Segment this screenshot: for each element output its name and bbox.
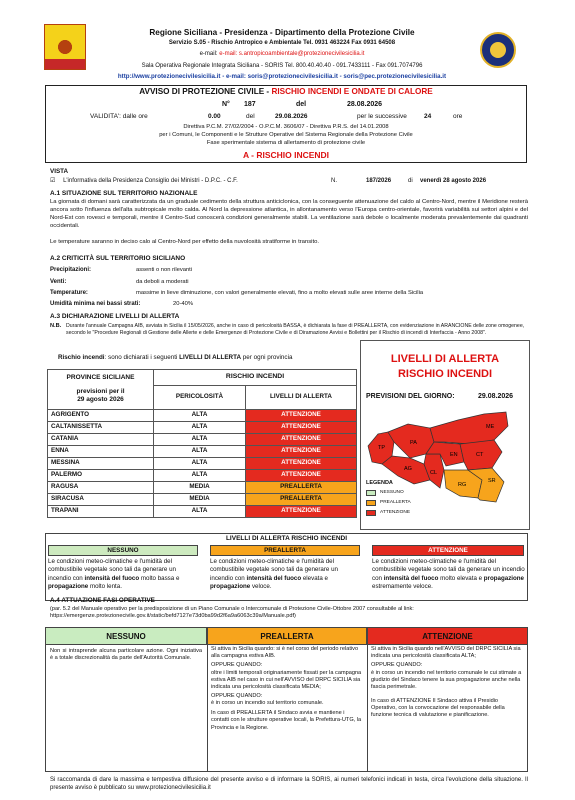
a3-nb-text: Durante l'annuale Campagna AIB, avviata in Sicilia il 15/05/2026, anche in caso di pericolosità BASSA, è dichiarata la fase di PREALLERTA, con evidenziazione in ARANCIONE delle zone omogenee, secondo le "Procedure Regionali di Gestione delle Allerte e delle Emergenze di Protezione Civile e di Diramazione Avvisi e Bollettini per il Rischio di incendi di Interfaccia - Anno 2008". <box>66 323 525 336</box>
phase-header-nessuno: NESSUNO <box>45 627 207 645</box>
a1-text-2: Le temperature saranno in deciso calo al Centro-Nord per effetto della nuvolosità stratiforme in transito. <box>50 239 320 245</box>
rischio-incendi-header: RISCHIO INCENDI <box>154 370 357 386</box>
header-links[interactable]: http://www.protezionecivilesicilia.it - e-mail: soris@protezionecivilesicilia.it - soris@pec.protezionecivilesicilia.it <box>117 73 447 80</box>
table-row <box>48 494 357 506</box>
livello-allerta-value: ATTENZIONE <box>246 410 357 422</box>
table-row <box>48 422 357 434</box>
avviso-number: 187 <box>244 101 256 108</box>
vista-text: L'informativa della Presidenza Consiglio dei Ministri - D.P.C. - C.F. <box>63 178 238 184</box>
province-table: PROVINCE SICILIANE previsioni per il 29 agosto 2026 RISCHIO INCENDI PERICOLOSITÀ LIVELLI DI ALLERTA AGRIGENTO ALTA ATTENZIONE CALTANISSETTA ALTA ATTENZIONE CATANIA ALTA ATTENZIONE ENNA ALTA ATTENZIONE MESSINA ALTA ATTENZIONE PALERMO ALTA ATTENZIONE RAGUSA MEDIA PREALLERTA SIRACUSA MEDIA PREALLERTA TRAPANI ALTA ATTENZIONE <box>47 369 357 518</box>
map-label-sr: SR <box>488 478 496 484</box>
preallerta-description: Le condizioni meteo-climatiche e l'umidità del combustibile vegetale sono tali da generare un incendio con intensità del fuoco elevata e propagazione veloce. <box>210 558 338 591</box>
pericolosita-value: ALTA <box>154 506 246 518</box>
section-a-title: A - RISCHIO INCENDI <box>242 150 330 160</box>
province-name: CALTANISSETTA <box>48 422 154 434</box>
province-name: AGRIGENTO <box>48 410 154 422</box>
checkbox-icon: ☑ <box>50 178 56 184</box>
table-row <box>48 506 357 518</box>
sicily-map <box>364 404 528 504</box>
header-soris: Sala Operativa Regionale Integrata Siciliana - SORIS Tel. 800.40.40.40 - 091.7433111 - Fax 091.7074796 <box>141 63 423 69</box>
phase-header-preallerta: PREALLERTA <box>207 627 367 645</box>
protezione-civile-logo <box>480 32 516 68</box>
livello-allerta-value: PREALLERTA <box>246 494 357 506</box>
sicilia-logo <box>44 24 86 70</box>
map-label-rg: RG <box>458 482 467 488</box>
a4-title: A.4 ATTUAZIONE FASI OPERATIVE <box>50 597 155 604</box>
livello-allerta-value: ATTENZIONE <box>246 470 357 482</box>
map-label-ct: CT <box>476 452 484 458</box>
map-label-me: ME <box>486 424 495 430</box>
map-label-tp: TP <box>378 445 386 451</box>
trinacria-icon <box>51 33 79 61</box>
directive-2: per i Comuni, le Componenti e le Strutture Operative del Sistema Regionale della Protezione Civile <box>159 132 413 138</box>
map-title-2: RISCHIO INCENDI <box>397 368 493 380</box>
levels-box-title: LIVELLI DI ALLERTA RISCHIO INCENDI <box>225 535 348 542</box>
livello-allerta-value: ATTENZIONE <box>246 506 357 518</box>
table-row <box>48 410 357 422</box>
nessuno-description: Le condizioni meteo-climatiche e l'umidità del combustibile vegetale sono tali da generare un incendio con intensità del fuoco molto bassa e propagazione molto lenta. <box>48 558 180 591</box>
table-row <box>48 446 357 458</box>
a1-text: La giornata di domani sarà caratterizzata da un graduale cedimento della struttura anticiclonica, con la conseguente attenuazione del caldo al Centro-Nord, mentre il Meridione resterà ancora sotto l'influenza dell'alta subtropicale molto calda. Al Nord la depressione atlantica, in allontanamento verso l'Europa centro-orientale, favorirà variabilità sui settori alpini e del Nord-Est con rovesci e temporali, mentre il Centro-Sud conoscerà condizioni generalmente stabili. La ventilazione sarà debole o localmente moderata prevalentemente dai quadranti occidentali. <box>50 199 528 229</box>
a4-text: (par. 5.2 del Manuale operativo per la predisposizione di un Piano Comunale o Intercomunale di Protezione Civile-Ottobre 2007 consultabile al link: https://emergenze.protezionecivile.gov.it/static/befd7127e73d0ba99d2f6a9a6063c39a/Manuale.pdf) <box>50 606 414 620</box>
province-name: SIRACUSA <box>48 494 154 506</box>
map-label-cl: CL <box>430 470 438 476</box>
pericolosita-value: ALTA <box>154 458 246 470</box>
map-label-en: EN <box>450 452 458 458</box>
province-name: PALERMO <box>48 470 154 482</box>
pericolosita-value: ALTA <box>154 446 246 458</box>
pericolosita-value: ALTA <box>154 422 246 434</box>
a2-title: A.2 CRITICITÀ SUL TERRITORIO SICILIANO <box>50 255 186 262</box>
legend-title: LEGENDA <box>366 480 393 486</box>
pericolosita-value: ALTA <box>154 470 246 482</box>
map-region-me <box>430 412 508 444</box>
validita-ore: 0.00 <box>208 113 221 120</box>
phase-preallerta-text: Si attiva in Sicilia quando: si è nel corso del periodo relativo alla campagna estiva AIB. OPPURE QUANDO: oltre i limiti temporali originariamente fissati per la campagna estiva AIB nel caso in cui nell'AVVISO del DRPC SICILIA sia indicata una pericolosità classificata MEDIA; OPPURE QUANDO: è in corso un incendio sul territorio comunale. In caso di PREALLERTA il Sindaco avvia e mantiene i contatti con le strutture operative locali, la Prefettura-UTG, la Provincia e la Regione. <box>211 646 362 731</box>
validita-date: 29.08.2026 <box>275 113 308 120</box>
legend-swatch-attenzione <box>366 510 376 516</box>
a3-title: A.3 DICHIARAZIONE LIVELLI DI ALLERTA <box>50 313 180 320</box>
province-name: RAGUSA <box>48 482 154 494</box>
table-row <box>48 458 357 470</box>
avviso-date: 28.08.2026 <box>347 101 383 108</box>
livello-allerta-value: PREALLERTA <box>246 482 357 494</box>
phase-nessuno-text: Non si intraprende alcuna particolare azione. Ogni iniziativa è a totale discrezionalità da parte dell'Autorità Comunale. <box>50 648 202 662</box>
table-row <box>48 482 357 494</box>
province-name: CATANIA <box>48 434 154 446</box>
livello-allerta-value: ATTENZIONE <box>246 458 357 470</box>
province-name: MESSINA <box>48 458 154 470</box>
validita-hours: 24 <box>424 113 432 120</box>
header-servizio: Servizio S.05 - Rischio Antropico e Ambientale Tel. 0931 463224 Fax 0931 64508 <box>168 40 396 46</box>
attenzione-description: Le condizioni meteo-climatiche e l'umidità del combustibile vegetale sono tali da generare un incendio con intensità del fuoco molto elevata e propagazione estremamente veloce. <box>372 558 525 591</box>
pericolosita-value: MEDIA <box>154 482 246 494</box>
table-row <box>48 434 357 446</box>
livello-allerta-value: ATTENZIONE <box>246 446 357 458</box>
phase-attenzione-text: Si attiva in Sicilia quando nell'AVVISO del DRPC SICILIA sia indicata una pericolosità classificata ALTA; OPPURE QUANDO: è in corso un incendio nel territorio comunale le cui stimate a giudizio del Sindaco tenere la sua propagazione anche nella fascia perimetrale. In caso di ATTENZIONE Il Sindaco attiva il Presidio Operativo, con la convocazione del responsabile della funzione tecnica di valutazione e pianificazione. <box>371 646 522 719</box>
map-label-pa: PA <box>410 440 417 446</box>
table-row <box>48 470 357 482</box>
livello-allerta-value: ATTENZIONE <box>246 422 357 434</box>
map-date: 29.08.2026 <box>478 393 514 400</box>
rischio-intro: Rischio incendi: sono dichiarati i seguenti LIVELLI DI ALLERTA per ogni provincia <box>58 354 293 361</box>
avviso-title: AVVISO DI PROTEZIONE CIVILE - RISCHIO INCENDI E ONDATE DI CALORE <box>139 87 433 96</box>
header-email[interactable]: e-mail: s.antropicoambientale@protezionecivilesicilia.it <box>219 51 365 57</box>
phase-header-attenzione: ATTENZIONE <box>367 627 528 645</box>
header-title: Regione Siciliana - Presidenza - Dipartimento della Protezione Civile <box>149 28 415 37</box>
vista-number: 187/2026 <box>366 178 392 184</box>
province-name: ENNA <box>48 446 154 458</box>
legend-swatch-nessuno <box>366 490 376 496</box>
pericolosita-value: ALTA <box>154 434 246 446</box>
directive-3: Fase sperimentale sistema di allertamento di protezione civile <box>206 140 366 146</box>
map-label-ag: AG <box>404 466 412 472</box>
directive-1: Direttiva P.C.M. 27/02/2004 - O.P.C.M. 3606/07 - Direttiva P.R.S. del 14.01.2008 <box>183 124 389 130</box>
livello-allerta-value: ATTENZIONE <box>246 434 357 446</box>
province-name: TRAPANI <box>48 506 154 518</box>
footer-text: Si raccomanda di dare la massima e tempestiva diffusione del presente avviso e di informare la SORIS, ai numeri telefonici indicati in testa, circa l'evoluzione della situazione. Il presente avviso è pubblicato su www.protezionecivilesicilia.it <box>50 777 528 792</box>
vista-label: VISTA <box>50 168 69 175</box>
a1-title: A.1 SITUAZIONE SUL TERRITORIO NAZIONALE <box>50 190 198 197</box>
vista-date: venerdì 28 agosto 2026 <box>420 178 487 184</box>
legend-swatch-preallerta <box>366 500 376 506</box>
pericolosita-value: MEDIA <box>154 494 246 506</box>
pericolosita-value: ALTA <box>154 410 246 422</box>
map-title-1: LIVELLI DI ALLERTA <box>390 353 500 365</box>
